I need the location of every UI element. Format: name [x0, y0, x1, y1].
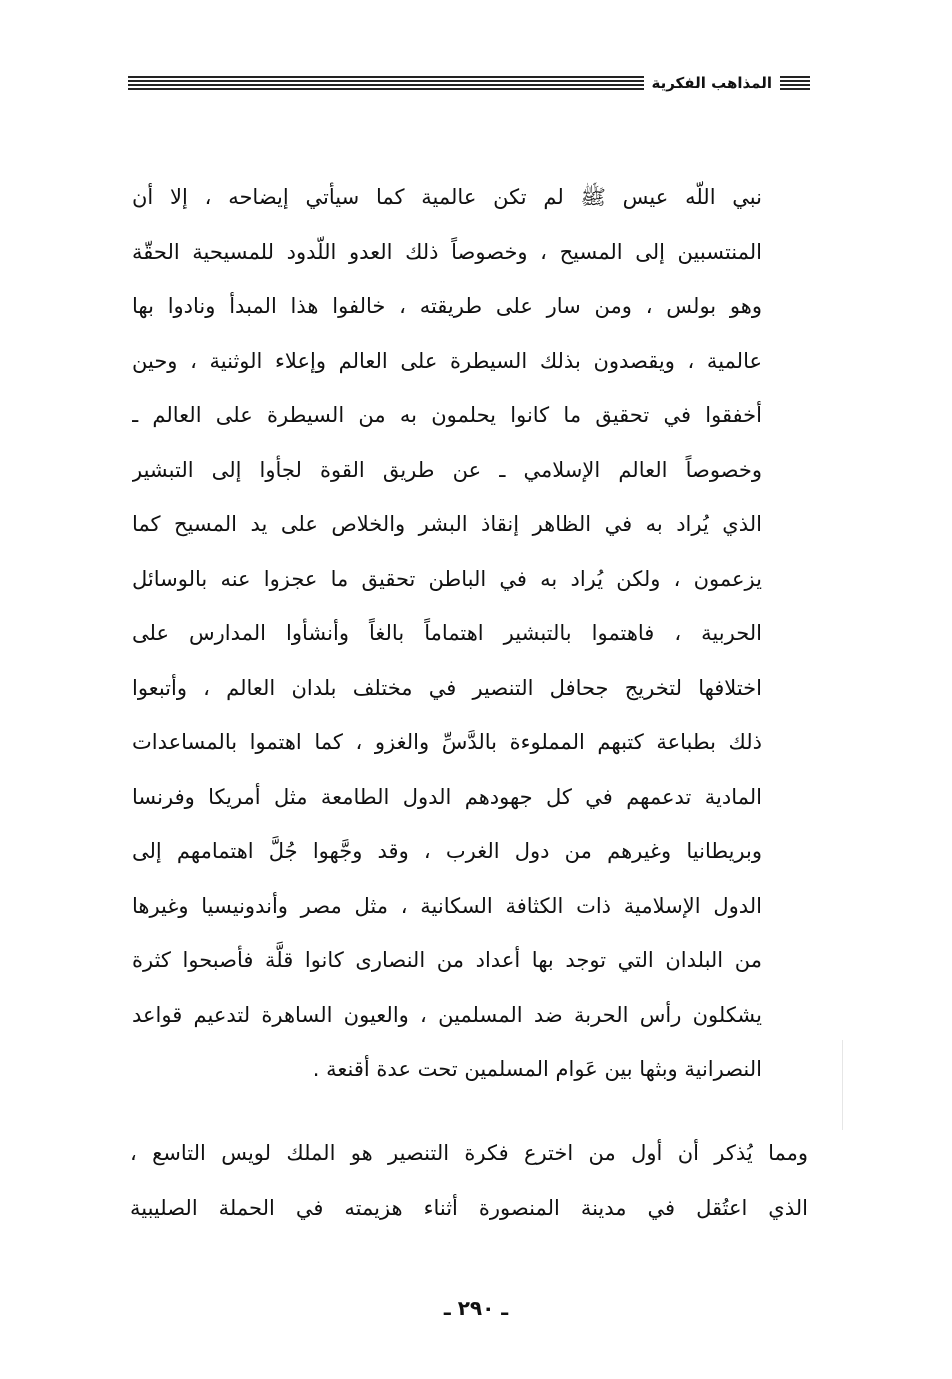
text-line: الحربية ، فاهتموا بالتبشير اهتماماً بالغاً وأنشأوا المدارس على [132, 621, 762, 645]
text-line: ومما يُذكر أن أول من اخترع فكرة التنصير هو الملك لويس التاسع ، [130, 1141, 808, 1165]
text-line: وهو بولس ، ومن سار على طريقته ، خالفوا هذا المبدأ ونادوا بها [132, 294, 762, 318]
text-line: اختلافها لتخريج جحافل التنصير في مختلف بلدان العالم ، وأتبعوا [132, 675, 762, 700]
text-line: يشكلون رأس الحربة ضد المسلمين ، والعيون الساهرة لتدعيم قواعد [132, 1002, 762, 1027]
paragraph-1 [132, 170, 762, 1097]
text-line: يزعمون ، ولكن يُراد به في الباطن تحقيق ما عجزوا عنه بالوسائل [132, 566, 762, 591]
text-line: أخفقوا في تحقيق ما كانوا يحلمون به من السيطرة على العالم ـ [132, 403, 762, 427]
text-line: عالمية ، ويقصدون بذلك السيطرة على العالم وإعلاء الوثنية ، وحين [132, 348, 762, 373]
text-line: الذي يُراد به في الظاهر إنقاذ البشر والخلاص على يد المسيح كما [132, 512, 762, 536]
text-line: الدول الإسلامية ذات الكثافة السكانية ، مثل مصر وأندونيسيا وغيرها [132, 893, 762, 918]
text-line: ذلك بطباعة كتبهم المملوءة بالدَّسِّ والغزو ، كما اهتموا بالمساعدات [132, 730, 762, 754]
text-line: وبريطانيا وغيرهم من دول الغرب ، وقد وجَّهوا جُلَّ اهتمامهم إلى [132, 839, 762, 863]
margin-mark [842, 1040, 843, 1130]
header-rule-long [128, 76, 644, 90]
running-header [128, 72, 810, 94]
text-line: نبي اللّه عيس ﷺ لم تكن عالمية كما سيأتي إيضاحه ، إلا أن [132, 185, 762, 209]
text-line: المنتسبين إلى المسيح ، وخصوصاً ذلك العدو اللّدود للمسيحية الحقّة [132, 239, 762, 264]
text-line: وخصوصاً العالم الإسلامي ـ عن طريق القوة لجأوا إلى التبشير [132, 457, 762, 482]
text-line: المادية تدعمهم في كل جهودهم الدول الطامعة مثل أمريكا وفرنسا [132, 784, 762, 809]
text-line: النصرانية وبثها بين عَوام المسلمين تحت عدة أقنعة . [312, 1057, 762, 1081]
header-title: المذاهب الفكرية [651, 74, 772, 92]
paragraph-2 [130, 1126, 808, 1235]
header-rule-short [780, 76, 810, 90]
page-number: ـ ٢٩٠ ـ [443, 1296, 509, 1320]
text-line: الذي اعتُقل في مدينة المنصورة أثناء هزيمته في الحملة الصليبية [130, 1195, 808, 1220]
text-line: من البلدان التي توجد بها أعداد من النصارى كانوا قلَّة فأصبحوا كثرة [132, 948, 762, 972]
